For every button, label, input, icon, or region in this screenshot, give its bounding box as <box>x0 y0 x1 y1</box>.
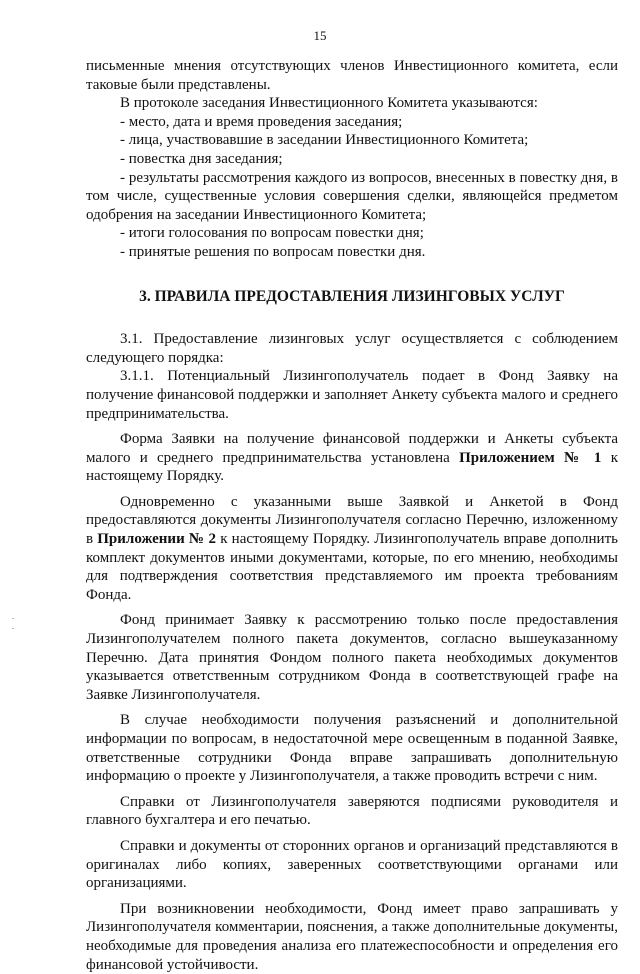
paragraph-request: При возникновении необходимости, Фонд имеет право запрашивать у Лизингополучателя комментарии, пояснения, а также дополнительные документы, необходимые для проведения анализа его платежеспособности и определения его финансовой устойчивости. <box>86 900 618 973</box>
list-item: - место, дата и время проведения заседания; <box>120 113 403 130</box>
scan-artifact <box>12 618 14 619</box>
list-item: - принятые решения по вопросам повестки дня. <box>120 243 426 260</box>
text-fragment: Форма Заявки на получение финансовой поддержки и Анкеты субъекта малого и среднего предпринимательства установлена <box>86 431 618 466</box>
paragraph-simultaneous <box>86 493 618 605</box>
paragraph-third-party: Справки и документы от сторонних органов и организаций представляются в оригиналах либо копиях, заверенных соответствующими органами или организациями. <box>86 837 618 892</box>
text-fragment: к настоящему Порядку. <box>86 449 618 485</box>
page-number: 15 <box>313 28 327 43</box>
section-heading: 3. ПРАВИЛА ПРЕДОСТАВЛЕНИЯ ЛИЗИНГОВЫХ УСЛУГ <box>139 287 565 305</box>
text-fragment: Одновременно с указанными выше Заявкой и Анкетой в Фонд предоставляются документы Лизингополучателя согласно Перечню, изложенному в <box>86 493 618 548</box>
paragraph-protocol-intro: В протоколе заседания Инвестиционного Комитета указываются: <box>120 95 538 112</box>
appendix-2-ref: Приложении № 2 <box>97 531 217 548</box>
paragraph-form <box>86 430 618 486</box>
list-item: - повестка дня заседания; <box>120 150 283 167</box>
paragraph-acceptance: Фонд принимает Заявку к рассмотрению только после предоставления Лизингополучателем полного пакета документов, согласно вышеуказанному Перечню. Дата принятия Фондом полного пакета необходимых документов указывается ответственным сотрудником Фонда в соответствующей графе на Заявке Лизингополучателя. <box>86 612 618 703</box>
paragraph-written-opinions: письменные мнения отсутствующих членов Инвестиционного комитета, если таковые были представлены. <box>86 58 618 93</box>
list-item: - итоги голосования по вопросам повестки дня; <box>120 225 424 242</box>
paragraph-certificates: Справки от Лизингополучателя заверяются подписями руководителя и главного бухгалтера и его печатью. <box>86 793 618 829</box>
paragraph-clarification: В случае необходимости получения разъяснений и дополнительной информации по вопросам, в недостаточной мере освещенным в поданной Заявке, ответственные сотрудники Фонда вправе запрашивать дополнительную информацию о проекте у Лизингополучателя, а также проводить встречи с ним. <box>86 712 618 785</box>
document-body <box>86 57 618 974</box>
text-fragment: к настоящему Порядку. Лизингополучатель вправе дополнить комплект документов иными документами, которые, по его мнению, необходимы для подтверждения соответствия представляемого им проекта требованиям Фонда. <box>86 531 618 603</box>
appendix-1-ref: Приложением № 1 <box>459 449 602 466</box>
paragraph-3-1-1: 3.1.1. Потенциальный Лизингополучатель подает в Фонд Заявку на получение финансовой поддержки и заполняет Анкету субъекта малого и среднего предпринимательства. <box>86 368 618 422</box>
scan-artifact <box>12 628 14 629</box>
paragraph-3-1: 3.1. Предоставление лизинговых услуг осуществляется с соблюдением следующего порядка: <box>86 331 618 366</box>
list-item: - результаты рассмотрения каждого из вопросов, внесенных в повестку дня, в том числе, существенные условия совершения сделки, являющейся предметом одобрения на заседании Инвестиционного Комитета; <box>86 169 618 223</box>
list-item: - лица, участвовавшие в заседании Инвестиционного Комитета; <box>120 132 529 149</box>
